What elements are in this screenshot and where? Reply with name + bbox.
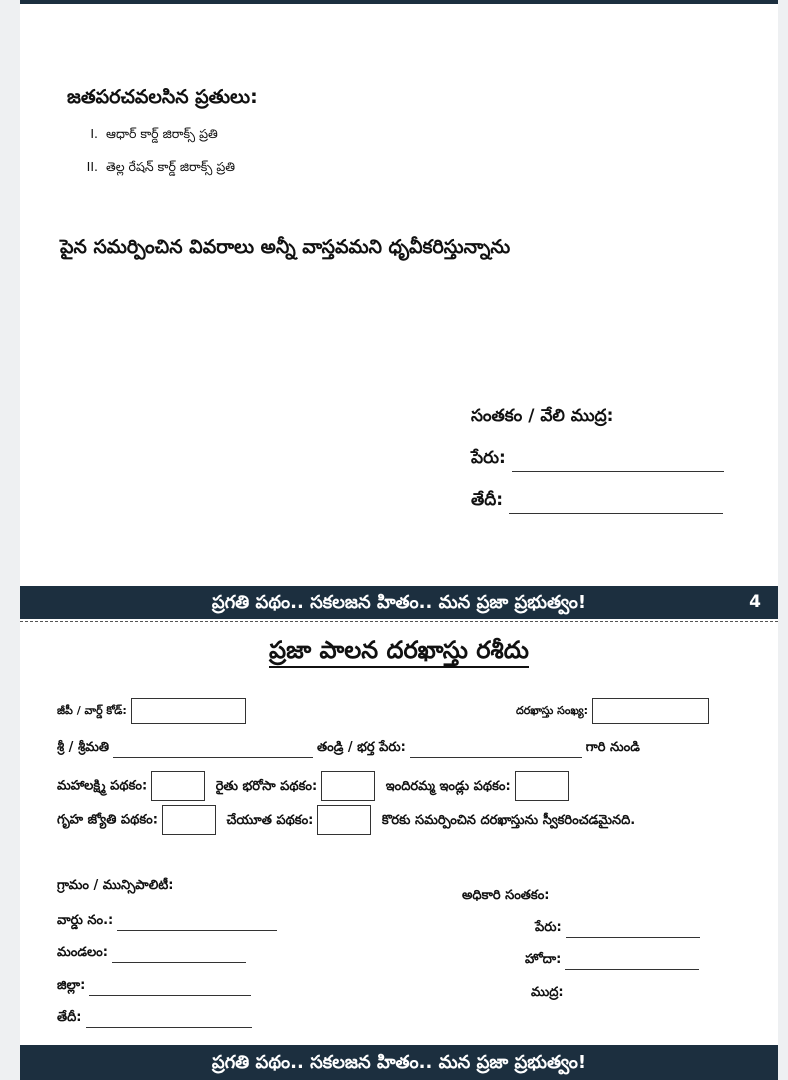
gruha-jyothi-checkbox[interactable] [162, 805, 216, 835]
village-label: గ్రామం / మున్సిపాలిటీ: [57, 878, 174, 893]
mandal-row [57, 945, 250, 963]
from-label: గారి నుండి [585, 740, 640, 755]
indiramma-label: ఇందిరమ్మ ఇండ్లు పథకం: [385, 778, 511, 794]
applicant-row [57, 740, 640, 758]
attachments-list [78, 126, 235, 192]
stamp-label: ముద్ర: [531, 985, 564, 1000]
applicant-name-field[interactable] [113, 743, 313, 758]
application-number-input[interactable] [592, 698, 709, 724]
list-item [78, 126, 235, 145]
receipt-title: ప్రజా పాలన దరఖాస్తు రశీదు [20, 636, 778, 670]
declaration-text: పైన సమర్పించిన వివరాలు అన్నీ వాస్తవమని ధృవీకరిస్తున్నాను [60, 236, 511, 258]
rythu-bharosa-checkbox[interactable] [321, 771, 375, 801]
mandal-label: మండలం: [57, 945, 108, 960]
name-label: పేరు: [471, 448, 506, 468]
district-field[interactable] [89, 981, 251, 996]
signature-block [471, 406, 724, 532]
officer-sign-label: అధికారి సంతకం: [462, 888, 550, 903]
designation-row [525, 952, 703, 970]
gruha-jyothi-label: గృహ జ్యోతి పథకం: [57, 812, 158, 828]
footer-slogan-text: ప్రగతి పథం.. సకలజన హితం.. మన ప్రజా ప్రభుత్వం! [211, 1052, 587, 1073]
officer-sign-row [462, 888, 550, 906]
ward-no-row [57, 913, 281, 931]
stamp-row [531, 985, 564, 1003]
sri-srimati-label: శ్రీ / శ్రీమతి [57, 740, 110, 755]
footer-slogan-banner [20, 1045, 778, 1080]
ward-no-label: వార్డు నం.: [57, 913, 114, 928]
rythu-bharosa-label: రైతు భరోసా పథకం: [215, 778, 318, 794]
village-row [57, 878, 173, 896]
name-field[interactable] [512, 453, 724, 472]
form-page [20, 0, 778, 1080]
gp-ward-code-input[interactable] [131, 698, 246, 724]
cheyutha-checkbox[interactable] [317, 805, 371, 835]
date-field[interactable] [509, 495, 723, 514]
attachments-title: జతపరచవలసిన ప్రతులు: [67, 86, 258, 108]
father-husband-field[interactable] [410, 743, 582, 758]
slogan-text: ప్రగతి పథం.. సకలజన హితం.. మన ప్రజా ప్రభుత్వం! [211, 592, 587, 613]
designation-label: హోదా: [525, 952, 562, 967]
page-number: 4 [732, 586, 778, 619]
gp-ward-code-label: జీపీ / వార్డ్ కోడ్: [57, 704, 127, 717]
officer-name-label: పేరు: [535, 920, 562, 935]
list-item-number: I. [90, 126, 98, 141]
officer-name-field[interactable] [566, 923, 700, 938]
scheme-row-1 [57, 771, 569, 801]
list-item-number: II. [86, 159, 98, 174]
application-number-row [516, 698, 709, 724]
designation-field[interactable] [565, 955, 699, 970]
signature-label: సంతకం / వేలి ముద్ర: [471, 406, 614, 426]
mandal-field[interactable] [112, 948, 246, 963]
scheme-row-2 [57, 805, 635, 835]
accepted-text: కొరకు సమర్పించిన దరఖాస్తును స్వీకరించడమైనది. [381, 812, 636, 828]
receipt-date-field[interactable] [86, 1013, 252, 1028]
application-number-label: దరఖాస్తు సంఖ్య: [516, 704, 589, 717]
mahalakshmi-label: మహాలక్ష్మి పథకం: [57, 778, 148, 794]
indiramma-checkbox[interactable] [515, 771, 569, 801]
ward-no-field[interactable] [117, 916, 277, 931]
receipt-date-label: తేదీ: [57, 1010, 82, 1025]
list-item-text: తెల్ల రేషన్ కార్డ్ జిరాక్స్ ప్రతి [105, 159, 236, 174]
list-item [78, 159, 235, 178]
cheyutha-label: చేయూత పథకం: [226, 812, 314, 828]
officer-name-row [535, 920, 704, 938]
cut-line [20, 621, 778, 622]
father-husband-label: తండ్రి / భర్త పేరు: [317, 740, 406, 755]
receipt-date-row [57, 1010, 256, 1028]
slogan-banner [20, 586, 778, 619]
date-label: తేదీ: [471, 490, 504, 510]
gp-ward-code-row [57, 698, 246, 724]
list-item-text: ఆధార్ కార్డ్ జిరాక్స్ ప్రతి [105, 126, 218, 141]
district-row [57, 978, 255, 996]
top-bar [20, 0, 778, 4]
mahalakshmi-checkbox[interactable] [151, 771, 205, 801]
district-label: జిల్లా: [57, 978, 86, 993]
